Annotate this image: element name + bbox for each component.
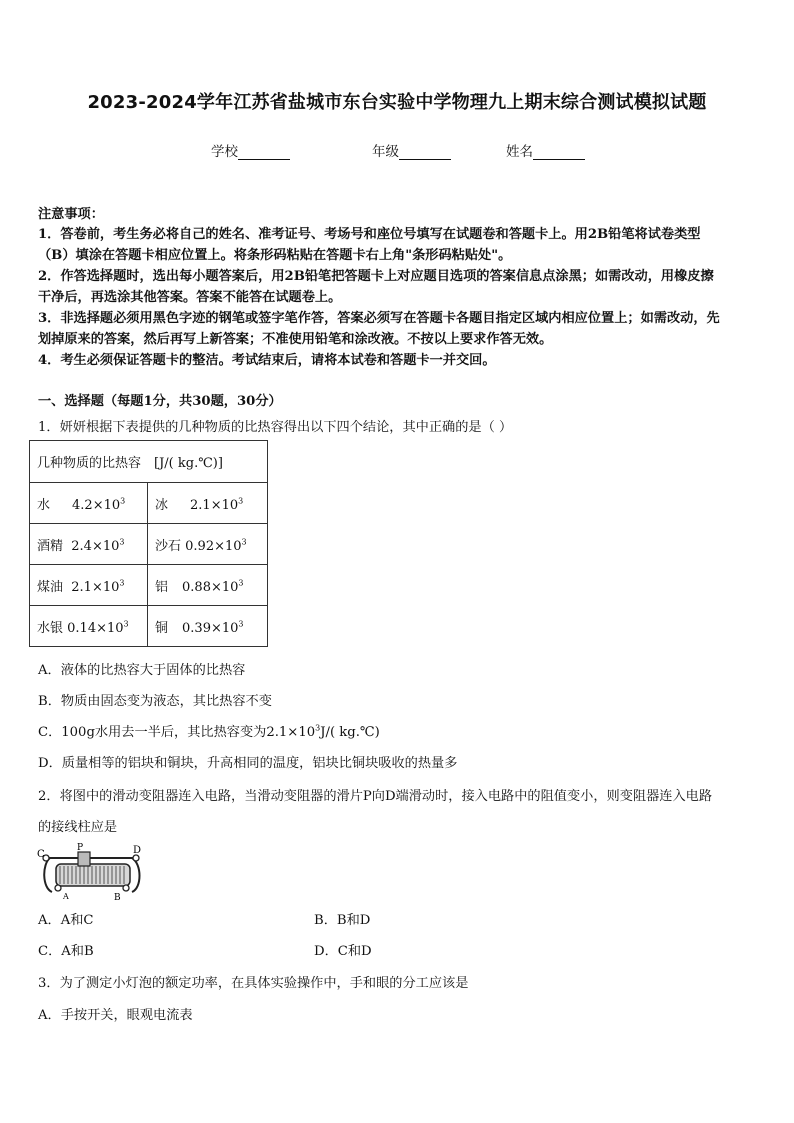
label-b: B — [114, 893, 121, 902]
notice-line: （B）填涂在答题卡相应位置上。将条形码粘贴在答题卡右上角"条形码粘贴处"。 — [38, 248, 512, 263]
right-bracket — [132, 858, 140, 892]
label-p: P — [77, 843, 84, 853]
grade-field — [372, 140, 451, 160]
q2-option-b: B．B和D — [314, 913, 371, 928]
specific-heat-table — [29, 440, 268, 647]
grade-blank — [399, 145, 451, 160]
rheostat-figure — [36, 842, 148, 902]
school-field — [211, 140, 290, 160]
slider-p — [78, 852, 90, 866]
terminal-a — [55, 885, 61, 891]
q1-stem: 1．妍妍根据下表提供的几种物质的比热容得出以下四个结论，其中正确的是（ ） — [38, 420, 513, 435]
left-bracket — [44, 858, 52, 892]
section-heading: 一、选择题（每题1分，共30题，30分） — [38, 394, 282, 409]
q2-option-c: C．A和B — [38, 944, 94, 959]
grade-label: 年级 — [372, 144, 399, 160]
q3-option-a: A．手按开关，眼观电流表 — [38, 1008, 193, 1023]
table-cell: 铝 $0.88\times 10^3$ — [148, 565, 268, 606]
name-label: 姓名 — [506, 144, 533, 160]
q1-option-c: C．100g水用去一半后，其比热容变为$2.1\times 10^3J/$( kg.℃) — [38, 723, 380, 740]
label-c: C — [37, 849, 45, 860]
notice-line: 4．考生必须保证答题卡的整洁。考试结束后，请将本试卷和答题卡一并交回。 — [38, 353, 496, 368]
notice-line: 1．答卷前，考生务必将自己的姓名、准考证号、考场号和座位号填写在试题卷和答题卡上。用2B铅笔将试卷类型 — [38, 227, 701, 242]
notice-line: 2．作答选择题时，选出每小题答案后，用2B铅笔把答题卡上对应题目选项的答案信息点涂黑；如需改动，用橡皮擦 — [38, 269, 714, 284]
table-cell: 水银 $0.14\times 10^3$ — [30, 606, 148, 647]
table-cell: 铜 $0.39\times 10^3$ — [148, 606, 268, 647]
q2-option-d: D．C和D — [314, 944, 372, 959]
q3-stem: 3．为了测定小灯泡的额定功率，在具体实验操作中，手和眼的分工应该是 — [38, 976, 469, 991]
school-label: 学校 — [211, 144, 238, 160]
table-cell: 水 $4.2\times 10^3$ — [30, 483, 148, 524]
table-cell: 酒精 $2.4\times 10^3$ — [30, 524, 148, 565]
q1-option-b: B．物质由固态变为液态，其比热容不变 — [38, 694, 272, 709]
notice-line: 划掉原来的答案，然后再写上新答案；不准使用铅笔和涂改液。不按以上要求作答无效。 — [38, 332, 553, 347]
notice-line: 3．非选择题必须用黑色字迹的钢笔或签字笔作答，答案必须写在答题卡各题目指定区域内相应位置上；如需改动，先 — [38, 311, 720, 326]
table-cell: 沙石 $0.92\times 10^3$ — [148, 524, 268, 565]
school-blank — [238, 145, 290, 160]
q2-stem-cont: 的接线柱应是 — [38, 820, 118, 835]
label-a: A — [63, 892, 69, 901]
table-row — [30, 606, 268, 647]
notice-line: 干净后，再选涂其他答案。答案不能答在试题卷上。 — [38, 290, 342, 305]
page-title: 2023-2024学年江苏省盐城市东台实验中学物理九上期末综合测试模拟试题 — [87, 92, 707, 113]
table-cell: 煤油 $2.1\times 10^3$ — [30, 565, 148, 606]
q2-option-a: A．A和C — [38, 913, 94, 928]
name-field — [506, 140, 585, 160]
name-blank — [533, 145, 585, 160]
notice-heading: 注意事项： — [38, 207, 104, 222]
table-row — [30, 524, 268, 565]
q1-option-a: A．液体的比热容大于固体的比热容 — [38, 663, 246, 678]
table-row — [30, 483, 268, 524]
label-d: D — [133, 845, 142, 856]
table-cell: 冰 $2.1\times 10^3$ — [148, 483, 268, 524]
q1-option-d: D．质量相等的铝块和铜块，升高相同的温度，铝块比铜块吸收的热量多 — [38, 756, 458, 771]
terminal-b — [123, 885, 129, 891]
table-header: 几种物质的比热容 [J/( kg.℃)] — [30, 441, 268, 483]
table-row — [30, 565, 268, 606]
q2-stem: 2．将图中的滑动变阻器连入电路，当滑动变阻器的滑片P向D端滑动时，接入电路中的阻值变小，则变阻器连入电路 — [38, 789, 713, 804]
resistance-coil — [56, 864, 130, 886]
